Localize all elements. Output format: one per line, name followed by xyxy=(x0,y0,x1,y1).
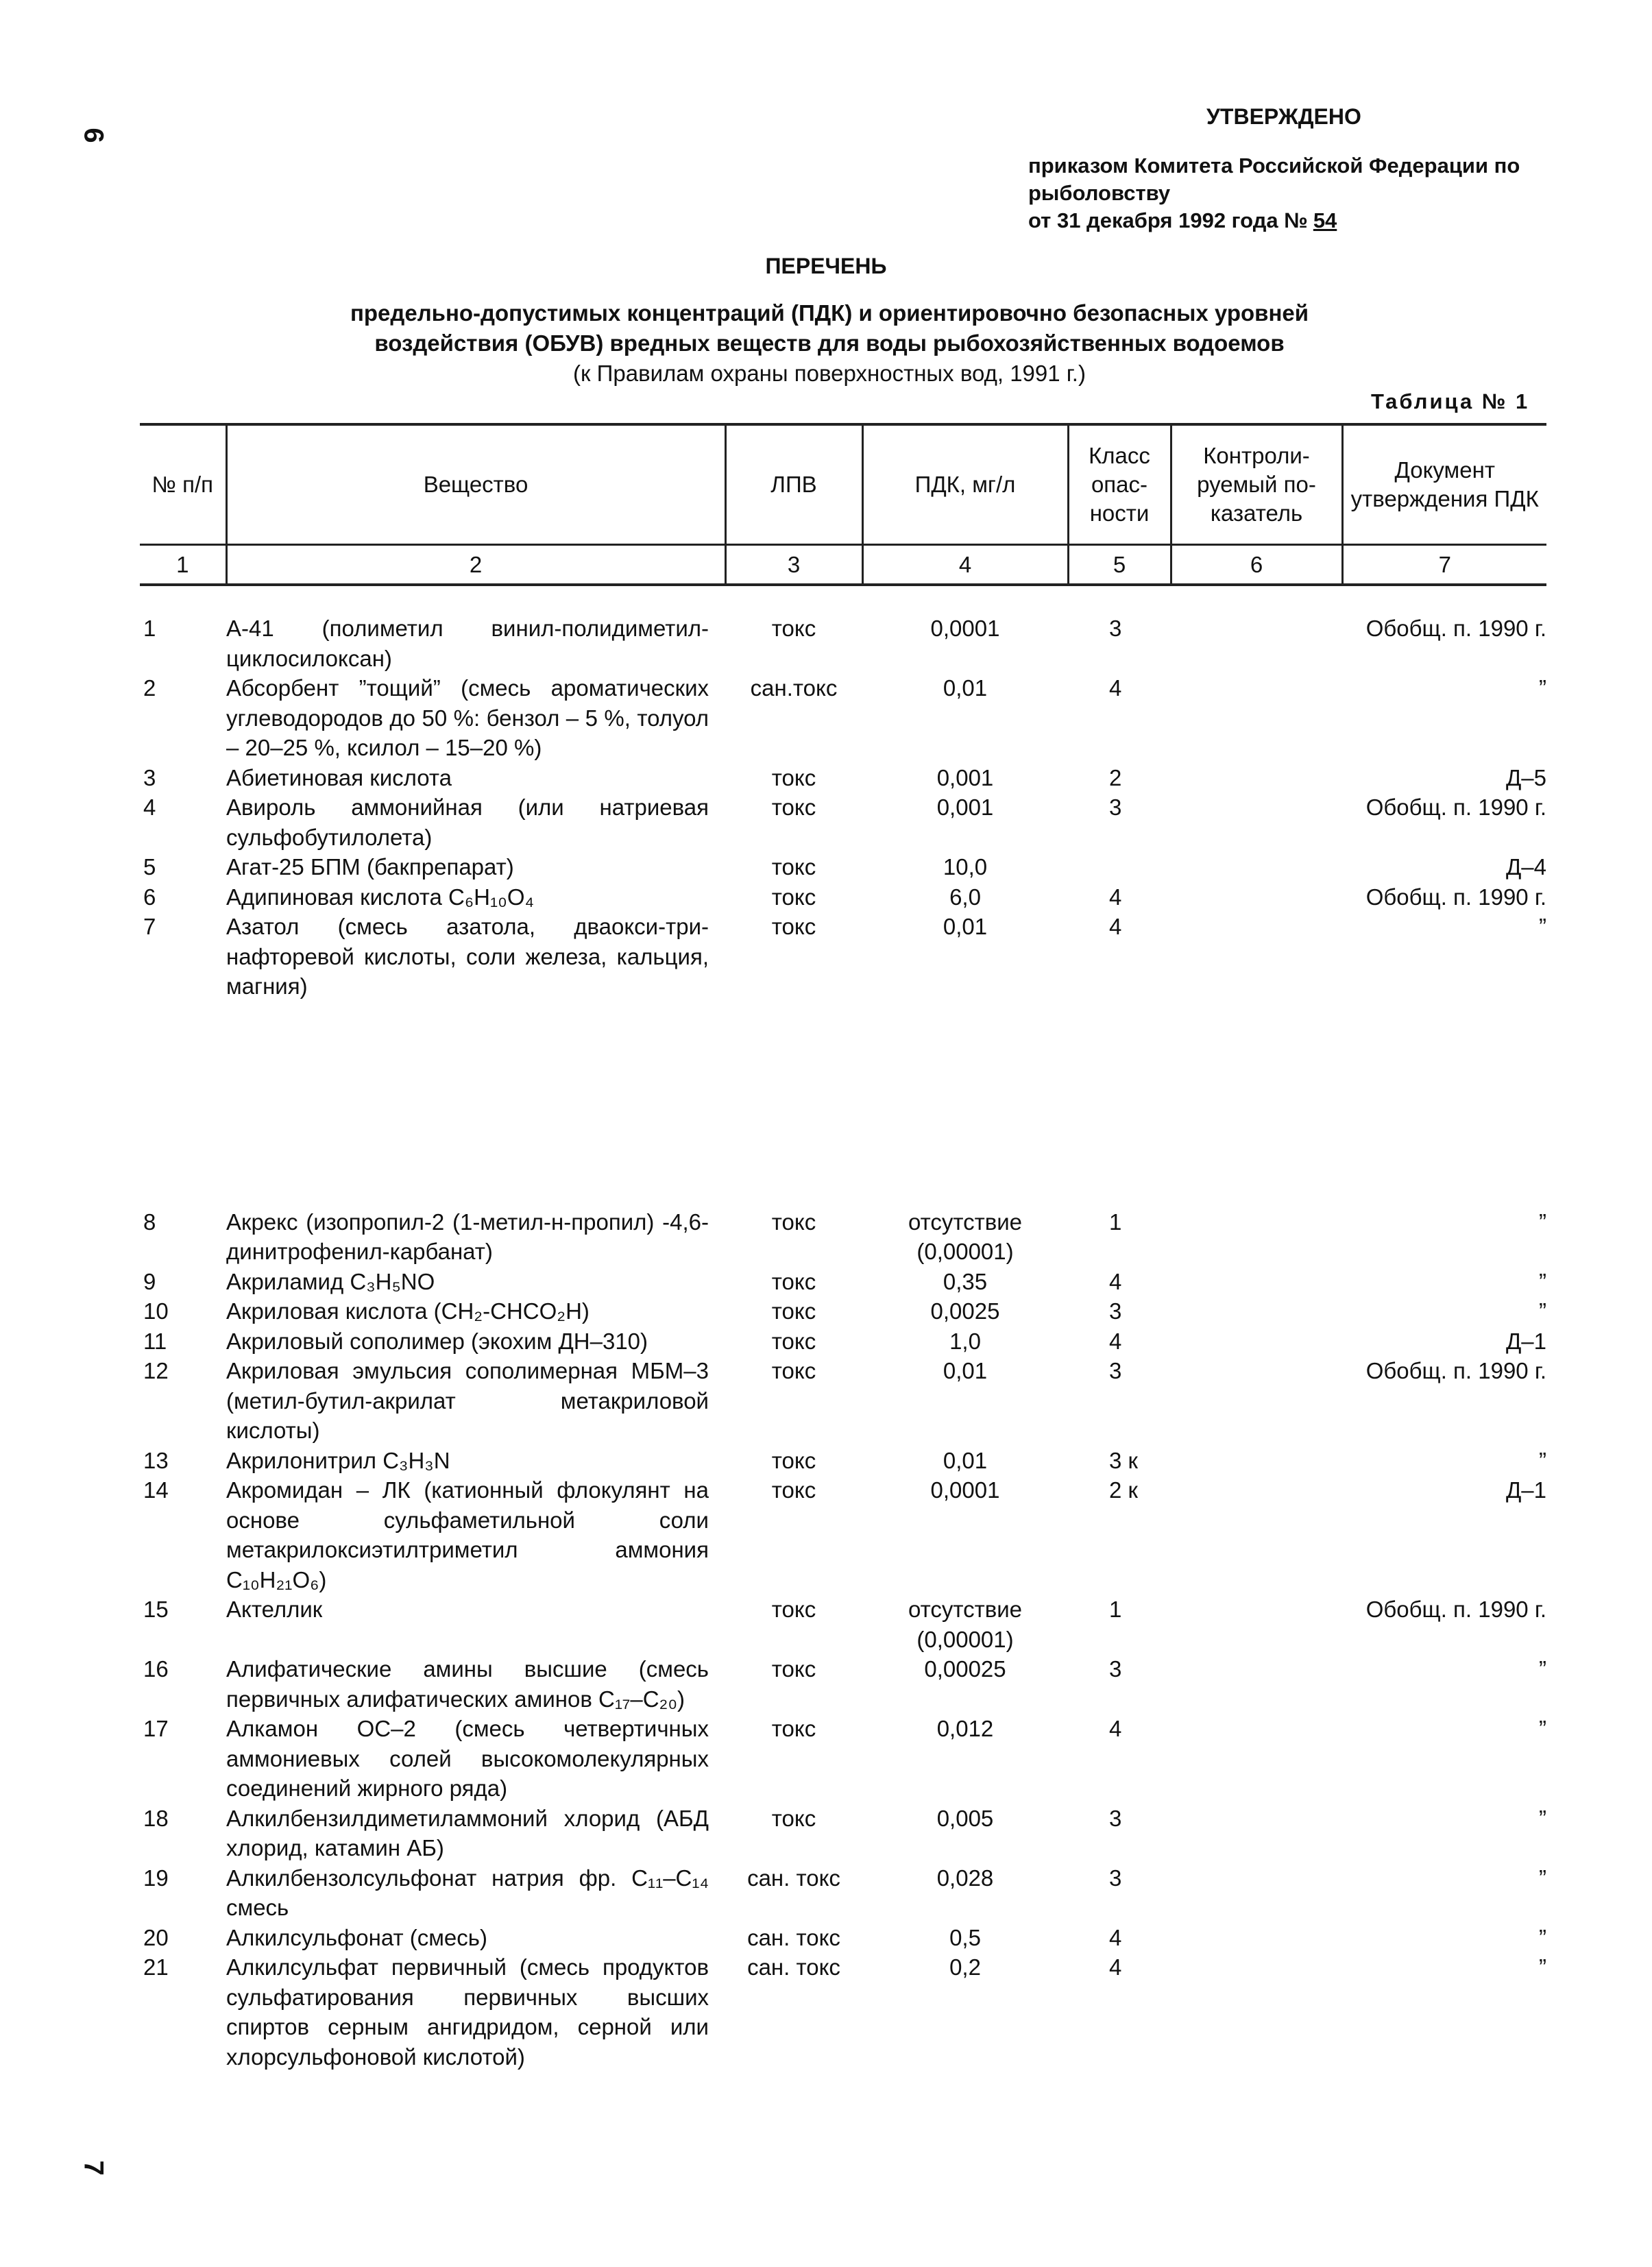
cell-pdk: 0,001 xyxy=(936,764,994,790)
cell-lpv: токс xyxy=(771,914,816,939)
cell-lpv: токс xyxy=(771,1447,816,1473)
column-number-row xyxy=(140,545,1546,585)
cell-class xyxy=(1068,852,1171,882)
cell-indicator xyxy=(1171,763,1342,793)
cell-indicator xyxy=(1171,1654,1342,1714)
table-row xyxy=(140,792,1546,852)
cell-doc: Д–4 xyxy=(1505,854,1546,880)
cell-class: 3 xyxy=(1109,1805,1122,1831)
cell-lpv: сан. токс xyxy=(747,1924,840,1950)
cell-lpv: токс xyxy=(771,1268,816,1294)
table-row xyxy=(140,1446,1546,1476)
cell-substance: Акриловый сополимер (экохим ДН–310) xyxy=(226,1328,648,1354)
cell-substance: Акромидан – ЛК (катионный флокулянт на основе сульфаметильной соли метакрилоксиэтилтриметил аммония C₁₀H₂₁O₆) xyxy=(226,1477,709,1592)
cell-n: 12 xyxy=(143,1358,169,1383)
column-number: 4 xyxy=(862,545,1068,585)
cell-substance: Алкилбензолсульфонат натрия фр. C₁₁–C₁₄ смесь xyxy=(226,1865,709,1920)
cell-doc: ” xyxy=(1539,1447,1546,1473)
table-row xyxy=(140,1863,1546,1923)
cell-doc: ” xyxy=(1539,1268,1546,1294)
cell-doc: ” xyxy=(1539,1716,1546,1741)
approval-date: от 31 декабря 1992 года № xyxy=(1028,208,1308,232)
cell-doc: Обобщ. п. 1990 г. xyxy=(1365,884,1546,910)
subtitle-line1: предельно-допустимых концентраций (ПДК) и ориентировочно безопасных уровней xyxy=(350,300,1309,326)
cell-n: 7 xyxy=(143,914,156,939)
subtitle-line3: (к Правилам охраны поверхностных вод, 1991 г.) xyxy=(573,361,1086,386)
cell-pdk: 0,01 xyxy=(943,1447,988,1473)
cell-lpv: сан. токс xyxy=(747,1954,840,1980)
cell-n: 13 xyxy=(143,1447,169,1473)
cell-class: 4 xyxy=(1109,1924,1122,1950)
cell-class: 4 xyxy=(1109,914,1122,939)
table-row xyxy=(140,1207,1546,1267)
cell-indicator xyxy=(1171,852,1342,882)
cell-n: 17 xyxy=(143,1716,169,1741)
cell-doc: Обобщ. п. 1990 г. xyxy=(1365,1358,1546,1383)
cell-substance: Акриловая эмульсия сополимерная МБМ–3 (метил-бутил-акрилат метакриловой кислоты) xyxy=(226,1358,709,1443)
cell-pdk: 0,35 xyxy=(943,1268,988,1294)
cell-class: 4 xyxy=(1109,884,1122,910)
cell-indicator xyxy=(1171,673,1342,763)
table-gap xyxy=(140,1002,1546,1207)
cell-doc: ” xyxy=(1539,1924,1546,1950)
cell-class: 3 xyxy=(1109,795,1122,820)
substances-table xyxy=(140,614,1546,2072)
table-row xyxy=(140,1267,1546,1297)
cell-doc: ” xyxy=(1539,1805,1546,1831)
page-margin-number-bottom: 7 xyxy=(78,2160,109,2176)
cell-n: 2 xyxy=(143,675,156,701)
column-number: 6 xyxy=(1171,545,1342,585)
cell-class: 2 к xyxy=(1109,1477,1138,1503)
cell-substance: Акриламид C₃H₅NO xyxy=(226,1268,435,1294)
cell-lpv: токс xyxy=(771,1477,816,1503)
cell-pdk: 0,01 xyxy=(943,914,988,939)
cell-lpv: токс xyxy=(771,1656,816,1682)
cell-doc: Д–1 xyxy=(1505,1328,1546,1354)
table-row xyxy=(140,1952,1546,2072)
column-header: № п/п xyxy=(140,424,226,545)
cell-lpv: токс xyxy=(771,1209,816,1235)
table-row xyxy=(140,882,1546,912)
cell-n: 15 xyxy=(143,1597,169,1622)
cell-class: 3 xyxy=(1109,1656,1122,1682)
cell-doc: Обобщ. п. 1990 г. xyxy=(1365,1597,1546,1622)
cell-substance: Акриловая кислота (CH₂-CHCO₂H) xyxy=(226,1298,590,1324)
header-row xyxy=(140,424,1546,545)
cell-pdk: 1,0 xyxy=(949,1328,981,1354)
cell-pdk: отсутствие (0,00001) xyxy=(908,1597,1023,1652)
cell-substance: Абсорбент ”тощий” (смесь ароматических углеводородов до 50 %: бензол – 5 %, толуол – 20–25 %, ксилол – 15–20 %) xyxy=(226,675,709,760)
cell-class: 4 xyxy=(1109,1268,1122,1294)
cell-substance: Алкилсульфат первичный (смесь продуктов сульфатирования первичных высших спиртов серным ангидридом, серной или хлорсульфоновой кислотой) xyxy=(226,1954,709,2070)
approval-order xyxy=(1028,152,1563,234)
cell-indicator xyxy=(1171,1714,1342,1804)
cell-lpv: токс xyxy=(771,795,816,820)
column-header: Контроли-руемый по-казатель xyxy=(1171,424,1342,545)
cell-pdk: 0,0025 xyxy=(930,1298,1000,1324)
subtitle-line2: воздействия (ОБУВ) вредных веществ для воды рыбохозяйственных водоемов xyxy=(374,330,1285,356)
cell-n: 16 xyxy=(143,1656,169,1682)
table-row xyxy=(140,673,1546,763)
cell-n: 6 xyxy=(143,884,156,910)
cell-indicator xyxy=(1171,1326,1342,1357)
cell-substance: Актеллик xyxy=(226,1597,323,1622)
cell-indicator xyxy=(1171,1207,1342,1267)
cell-indicator xyxy=(1171,1267,1342,1297)
table-row xyxy=(140,1595,1546,1654)
cell-n: 1 xyxy=(143,616,156,641)
cell-substance: Акрекс (изопропил-2 (1-метил-н-пропил) -4,6-динитрофенил-карбанат) xyxy=(226,1209,709,1264)
cell-n: 18 xyxy=(143,1805,169,1831)
cell-substance: Алкилбензилдиметиламмоний хлорид (АБД хлорид, катамин АБ) xyxy=(226,1805,709,1860)
cell-pdk: 0,0001 xyxy=(930,616,1000,641)
cell-doc: ” xyxy=(1539,1656,1546,1682)
cell-n: 10 xyxy=(143,1298,169,1324)
column-header: Документ утверждения ПДК xyxy=(1342,424,1546,545)
cell-substance: Агат-25 БПМ (бакпрепарат) xyxy=(226,854,514,880)
cell-pdk: 6,0 xyxy=(949,884,981,910)
cell-class: 3 к xyxy=(1109,1447,1138,1473)
table-row xyxy=(140,1475,1546,1595)
cell-pdk: 0,00025 xyxy=(924,1656,1006,1682)
page-margin-number-top: 6 xyxy=(78,128,109,143)
column-number: 5 xyxy=(1068,545,1171,585)
cell-substance: А-41 (полиметил винил-полидиметил-циклосилоксан) xyxy=(226,616,709,671)
column-number: 1 xyxy=(140,545,226,585)
cell-pdk: отсутствие (0,00001) xyxy=(908,1209,1023,1264)
cell-lpv: сан. токс xyxy=(747,1865,840,1891)
cell-lpv: токс xyxy=(771,1805,816,1831)
cell-substance: Алифатические амины высшие (смесь первичных алифатических аминов C₁₇–C₂₀) xyxy=(226,1656,709,1712)
cell-class: 3 xyxy=(1109,616,1122,641)
cell-lpv: сан.токс xyxy=(750,675,838,701)
cell-substance: Акрилонитрил C₃H₃N xyxy=(226,1447,450,1473)
cell-lpv: токс xyxy=(771,854,816,880)
cell-indicator xyxy=(1171,1296,1342,1326)
cell-n: 9 xyxy=(143,1268,156,1294)
cell-lpv: токс xyxy=(771,1298,816,1324)
cell-indicator xyxy=(1171,1804,1342,1863)
cell-doc: Д–5 xyxy=(1505,764,1546,790)
cell-indicator xyxy=(1171,1356,1342,1446)
table-number: Таблица № 1 xyxy=(1371,389,1530,413)
cell-pdk: 10,0 xyxy=(943,854,988,880)
column-number: 3 xyxy=(725,545,862,585)
cell-indicator xyxy=(1171,614,1342,673)
cell-n: 3 xyxy=(143,764,156,790)
cell-n: 19 xyxy=(143,1865,169,1891)
cell-lpv: токс xyxy=(771,1358,816,1383)
cell-pdk: 0,01 xyxy=(943,675,988,701)
column-header: ПДК, мг/л xyxy=(862,424,1068,545)
cell-pdk: 0,01 xyxy=(943,1358,988,1383)
table-row xyxy=(140,1714,1546,1804)
cell-indicator xyxy=(1171,1595,1342,1654)
cell-doc: Обобщ. п. 1990 г. xyxy=(1365,795,1546,820)
approval-number: 54 xyxy=(1313,208,1337,232)
cell-substance: Авироль аммонийная (или натриевая сульфобутилолета) xyxy=(226,795,709,850)
cell-doc: Д–1 xyxy=(1505,1477,1546,1503)
cell-substance: Азатол (смесь азатола, дваокси-три-нафторевой кислоты, соли железа, кальция, магния) xyxy=(226,914,709,999)
table-row xyxy=(140,852,1546,882)
table-body xyxy=(140,614,1546,2072)
cell-class: 4 xyxy=(1109,1716,1122,1741)
cell-doc: ” xyxy=(1539,1865,1546,1891)
cell-substance: Адипиновая кислота C₆H₁₀O₄ xyxy=(226,884,534,910)
cell-lpv: токс xyxy=(771,1328,816,1354)
document-title: ПЕРЕЧЕНЬ xyxy=(765,254,887,278)
cell-class: 4 xyxy=(1109,1328,1122,1354)
column-header: Вещество xyxy=(226,424,725,545)
cell-pdk: 0,2 xyxy=(949,1954,981,1980)
table-row xyxy=(140,1356,1546,1446)
table-header xyxy=(140,423,1546,586)
cell-pdk: 0,5 xyxy=(949,1924,981,1950)
table-row xyxy=(140,1654,1546,1714)
table-row xyxy=(140,763,1546,793)
cell-class: 4 xyxy=(1109,675,1122,701)
cell-doc: Обобщ. п. 1990 г. xyxy=(1365,616,1546,641)
cell-pdk: 0,001 xyxy=(936,795,994,820)
cell-indicator xyxy=(1171,1952,1342,2072)
cell-class: 1 xyxy=(1109,1597,1122,1622)
table-row xyxy=(140,1296,1546,1326)
cell-indicator xyxy=(1171,1863,1342,1923)
cell-pdk: 0,005 xyxy=(936,1805,994,1831)
cell-n: 8 xyxy=(143,1209,156,1235)
cell-doc: ” xyxy=(1539,675,1546,701)
cell-lpv: токс xyxy=(771,884,816,910)
cell-doc: ” xyxy=(1539,1209,1546,1235)
cell-n: 5 xyxy=(143,854,156,880)
table-row xyxy=(140,912,1546,1002)
cell-class: 2 xyxy=(1109,764,1122,790)
cell-class: 4 xyxy=(1109,1954,1122,1980)
approval-order-line2 xyxy=(1028,207,1563,234)
document-subtitle xyxy=(206,298,1453,389)
cell-substance: Алкилсульфонат (смесь) xyxy=(226,1924,487,1950)
cell-indicator xyxy=(1171,912,1342,1002)
cell-doc: ” xyxy=(1539,1954,1546,1980)
approval-stamp: УТВЕРЖДЕНО xyxy=(1206,104,1361,129)
cell-class: 3 xyxy=(1109,1298,1122,1324)
cell-pdk: 0,028 xyxy=(936,1865,994,1891)
cell-lpv: токс xyxy=(771,616,816,641)
cell-indicator xyxy=(1171,1446,1342,1476)
cell-n: 20 xyxy=(143,1924,169,1950)
column-number: 7 xyxy=(1342,545,1546,585)
cell-indicator xyxy=(1171,792,1342,852)
cell-pdk: 0,012 xyxy=(936,1716,994,1741)
approval-order-line1: приказом Комитета Российской Федерации по рыболовству xyxy=(1028,154,1520,205)
cell-lpv: токс xyxy=(771,1597,816,1622)
cell-indicator xyxy=(1171,1475,1342,1595)
table-row xyxy=(140,1804,1546,1863)
column-number: 2 xyxy=(226,545,725,585)
cell-pdk: 0,0001 xyxy=(930,1477,1000,1503)
column-header: ЛПВ xyxy=(725,424,862,545)
cell-class: 3 xyxy=(1109,1358,1122,1383)
cell-n: 4 xyxy=(143,795,156,820)
cell-substance: Алкамон ОС–2 (смесь четвертичных аммониевых солей высокомолекулярных соединений жирного ряда) xyxy=(226,1716,709,1801)
column-header: Класс опас-ности xyxy=(1068,424,1171,545)
cell-class: 3 xyxy=(1109,1865,1122,1891)
cell-indicator xyxy=(1171,882,1342,912)
table-row xyxy=(140,1923,1546,1953)
cell-indicator xyxy=(1171,1923,1342,1953)
cell-lpv: токс xyxy=(771,764,816,790)
cell-doc: ” xyxy=(1539,914,1546,939)
cell-n: 11 xyxy=(143,1328,167,1354)
cell-lpv: токс xyxy=(771,1716,816,1741)
cell-n: 14 xyxy=(143,1477,169,1503)
table-row xyxy=(140,614,1546,673)
cell-n: 21 xyxy=(143,1954,169,1980)
cell-substance: Абиетиновая кислота xyxy=(226,764,452,790)
table-row xyxy=(140,1326,1546,1357)
cell-class: 1 xyxy=(1109,1209,1122,1235)
cell-doc: ” xyxy=(1539,1298,1546,1324)
